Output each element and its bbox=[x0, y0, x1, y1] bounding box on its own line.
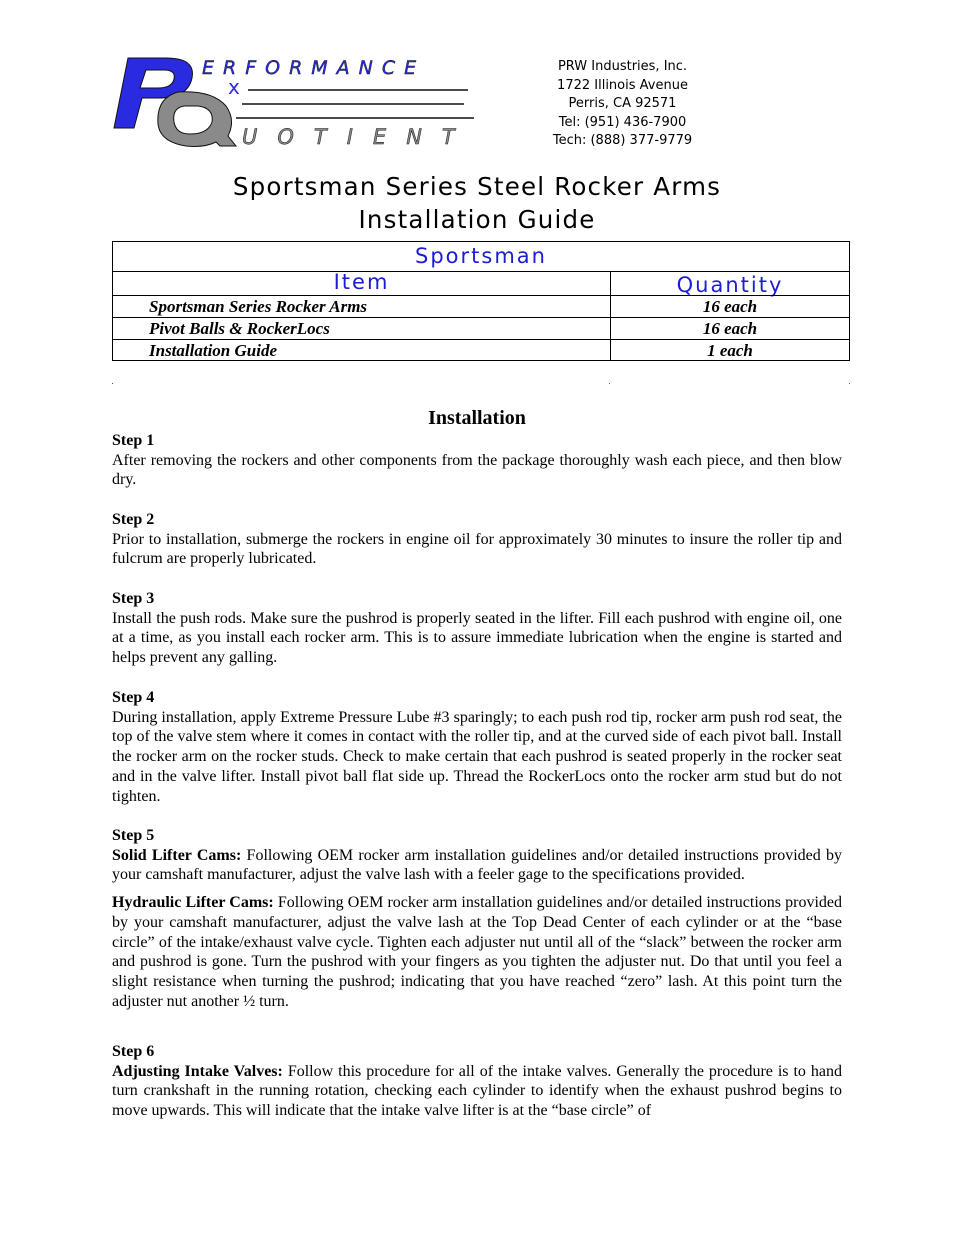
step-6-intake-paragraph bbox=[112, 1062, 842, 1121]
company-address-block bbox=[545, 58, 700, 151]
step-2-text: Prior to installation, submerge the rockers in engine oil for approximately 30 minutes to insure the roller tip and fulcrum are properly lubricated. bbox=[112, 530, 842, 568]
step-2 bbox=[112, 510, 842, 569]
installation-heading: Installation bbox=[428, 407, 526, 429]
step-5-hydraulic-text: Following OEM rocker arm installation guidelines and/or detailed instructions provided by your camshaft manufacturer, adjust the valve lash at the Top Dead Center of each cylinder or at the “base circle” of the intake/exhaust valve cycle. Tighten each adjuster nut until all of the “slack” between the rocker arm and pushrod is gone. Turn the pushrod with your fingers as you tighten the adjuster nut. Do that until you feel a slight resistance when turning the pushrod; indicating that you have reached “zero” lash. At this point turn the adjuster nut another ½ turn. bbox=[112, 894, 842, 1010]
table-header-item: Item bbox=[333, 270, 390, 294]
logo-word-performance: ERFORMANCE bbox=[202, 57, 426, 79]
table-divider bbox=[113, 317, 849, 318]
step-5 bbox=[112, 826, 842, 1011]
document-subtitle: Installation Guide bbox=[358, 205, 596, 234]
step-2-title: Step 2 bbox=[112, 511, 155, 528]
step-1-text: After removing the rockers and other components from the package thoroughly wash each piece, and then blow dry. bbox=[112, 451, 842, 489]
step-3-title: Step 3 bbox=[112, 590, 155, 607]
table-row-qty: 1 each bbox=[707, 341, 753, 360]
step-4-text: During installation, apply Extreme Pressure Lube #3 sparingly; to each push rod tip, rocker arm push rod seat, the top of the valve stem where it comes in contact with the roller tip, and at the curved side of each pivot ball. Install the rocker arm on the rocker studs. Check to make certain that each pushrod is seated properly in the rocker seat and in the valve lifter. Install pivot ball flat side up. Thread the RockerLocs onto the rocker arm stud but do not tighten. bbox=[112, 708, 842, 805]
table-row-item: Pivot Balls & RockerLocs bbox=[149, 319, 330, 338]
company-city: Perris, CA 92571 bbox=[568, 96, 677, 112]
table-artifact-dot bbox=[609, 383, 610, 384]
step-1-title: Step 1 bbox=[112, 432, 155, 449]
performance-quotient-logo bbox=[108, 52, 488, 157]
step-6-title: Step 6 bbox=[112, 1043, 155, 1060]
step-5-title: Step 5 bbox=[112, 827, 155, 844]
table-row-item: Installation Guide bbox=[149, 341, 278, 360]
table-artifact-dot bbox=[112, 383, 113, 384]
table-divider bbox=[113, 339, 849, 340]
step-5-hydraulic-paragraph bbox=[112, 893, 842, 1011]
step-1 bbox=[112, 431, 842, 490]
step-3-text: Install the push rods. Make sure the pushrod is properly seated in the lifter. Fill each pushrod with engine oil, one at a time, as you install each rocker arm. This is to assure immediate lubrication when the engine is started and helps prevent any galling. bbox=[112, 609, 842, 667]
logo-x-mark: x bbox=[228, 75, 240, 99]
table-section-header: Sportsman bbox=[415, 244, 547, 268]
table-row-qty: 16 each bbox=[702, 319, 758, 338]
document-title: Sportsman Series Steel Rocker Arms bbox=[232, 172, 722, 201]
step-5-solid-text: Following OEM rocker arm installation guidelines and/or detailed instructions provided by your camshaft manufacturer, adjust the valve lash with a feeler gage to the specifications provided. bbox=[112, 846, 843, 884]
step-4-title: Step 4 bbox=[112, 689, 155, 706]
step-5-solid-paragraph bbox=[112, 846, 842, 885]
step-6 bbox=[112, 1042, 842, 1121]
step-3 bbox=[112, 589, 842, 668]
step-5-hydraulic-label: Hydraulic Lifter Cams: bbox=[112, 894, 274, 912]
step-4 bbox=[112, 688, 842, 806]
table-header-quantity: Quantity bbox=[676, 273, 784, 297]
company-name: PRW Industries, Inc. bbox=[557, 59, 688, 74]
parts-table bbox=[112, 241, 850, 361]
table-row-qty: 16 each bbox=[702, 297, 758, 316]
step-6-intake-text: Follow this procedure for all of the intake valves. Generally the procedure is to hand turn crankshaft in the running rotation, checking each cylinder to identify when the exhaust pushrod begins to move upwards. This will indicate that the intake valve lifter is at the “base circle” of bbox=[112, 1062, 842, 1120]
step-6-intake-label: Adjusting Intake Valves: bbox=[112, 1062, 283, 1080]
table-artifact-dot bbox=[849, 383, 850, 384]
company-tech: Tech: (888) 377-9779 bbox=[552, 133, 693, 149]
company-tel: Tel: (951) 436-7900 bbox=[558, 114, 687, 130]
table-divider bbox=[113, 295, 849, 296]
step-5-solid-label: Solid Lifter Cams: bbox=[112, 846, 242, 864]
table-row-item: Sportsman Series Rocker Arms bbox=[149, 297, 368, 316]
logo-word-quotient: UOTIENT bbox=[242, 125, 475, 149]
company-street: 1722 Illinois Avenue bbox=[557, 77, 688, 93]
